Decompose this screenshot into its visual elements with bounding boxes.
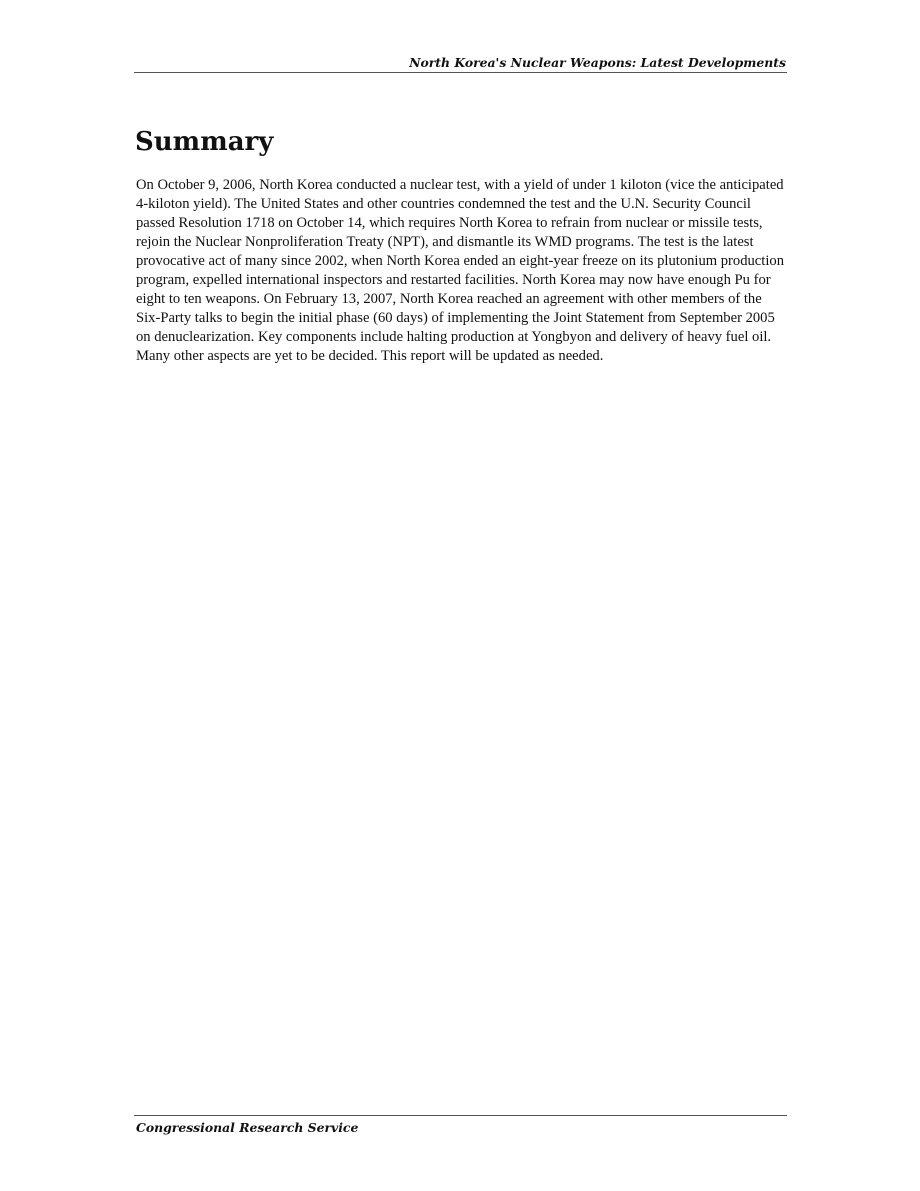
running-header-title: North Korea's Nuclear Weapons: Latest Developments: [409, 55, 786, 70]
footer-rule: [134, 1115, 787, 1116]
summary-paragraph: On October 9, 2006, North Korea conducted a nuclear test, with a yield of under 1 kiloton (vice the anticipated 4-kiloton yield). The United States and other countries condemned the test and the U.N. Security Council passed Resolution 1718 on October 14, which requires North Korea to refrain from nuclear or missile tests, rejoin the Nuclear Nonproliferation Treaty (NPT), and dismantle its WMD programs. The test is the latest provocative act of many since 2002, when North Korea ended an eight-year freeze on its plutonium production program, expelled international inspectors and restarted facilities. North Korea may now have enough Pu for eight to ten weapons. On February 13, 2007, North Korea reached an agreement with other members of the Six-Party talks to begin the initial phase (60 days) of implementing the Joint Statement from September 2005 on denuclearization. Key components include halting production at Yongbyon and delivery of heavy fuel oil. Many other aspects are yet to be decided. This report will be updated as needed.: [136, 177, 784, 364]
running-footer-source: Congressional Research Service: [136, 1120, 359, 1135]
section-heading: Summary: [135, 127, 274, 157]
header-rule: [134, 72, 787, 73]
